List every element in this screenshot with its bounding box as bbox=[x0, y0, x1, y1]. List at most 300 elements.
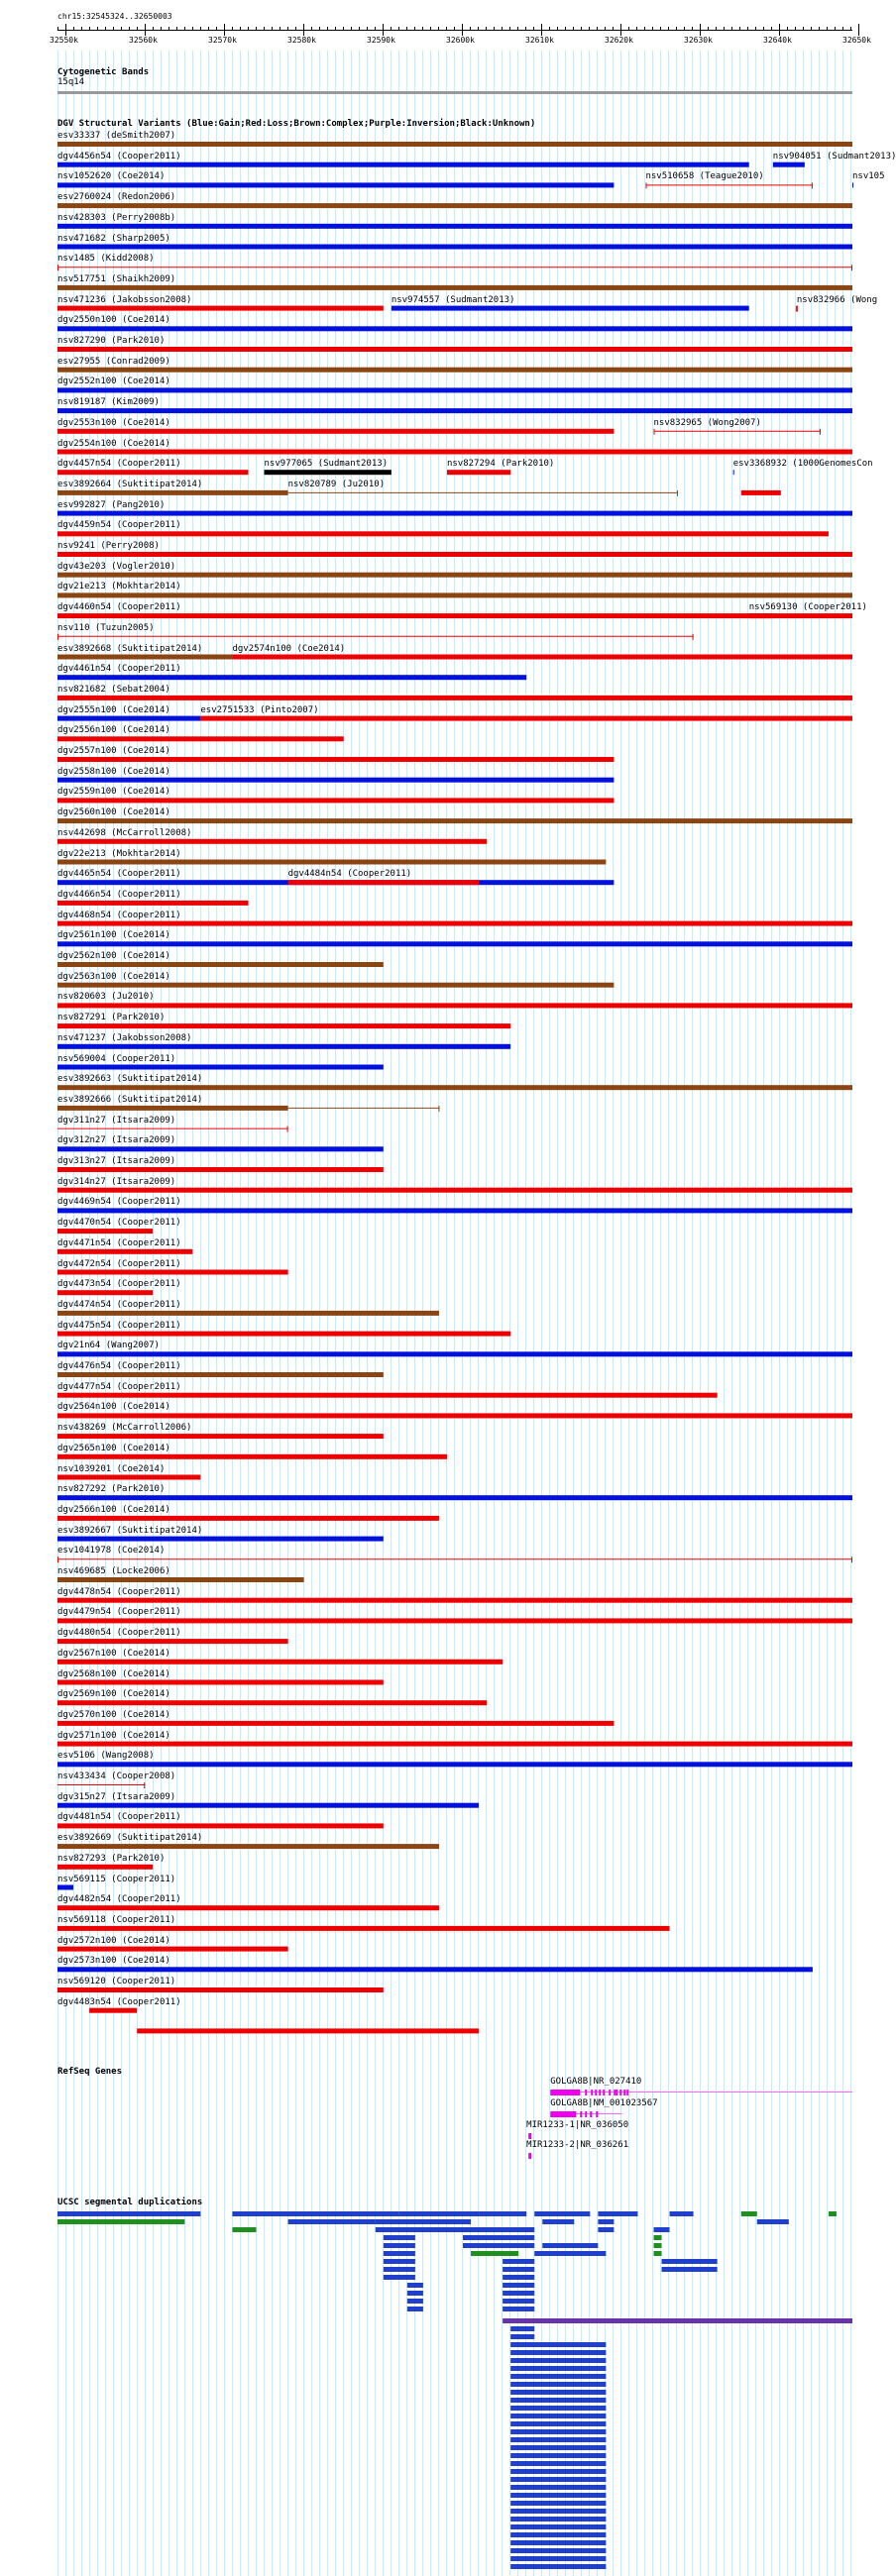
variant-bar-gain[interactable] bbox=[57, 941, 852, 946]
gene-exon[interactable] bbox=[580, 2111, 582, 2117]
variant-bar-loss[interactable] bbox=[57, 1926, 670, 1931]
variant-label: dgv2574n100 (Coe2014) bbox=[232, 643, 346, 654]
variant-label: nsv569118 (Cooper2011) bbox=[57, 1914, 176, 1925]
segdup-block[interactable] bbox=[463, 2227, 534, 2232]
variant-bar-loss[interactable] bbox=[57, 1413, 852, 1418]
variant-label: nsv827291 (Park2010) bbox=[57, 1013, 166, 1023]
variant-label: nsv819187 (Kim2009) bbox=[57, 397, 160, 408]
segdup-block[interactable] bbox=[510, 2540, 606, 2545]
variant-bar-loss[interactable] bbox=[57, 531, 829, 536]
segdup-block[interactable] bbox=[510, 2421, 606, 2426]
variant-bar-gain[interactable] bbox=[57, 778, 614, 783]
variant-bar-complex[interactable] bbox=[57, 285, 852, 290]
segdup-block[interactable] bbox=[384, 2235, 415, 2240]
segdup-block[interactable] bbox=[57, 2219, 184, 2224]
variant-label: nsv433434 (Cooper2008) bbox=[57, 1771, 176, 1781]
segdup-block[interactable] bbox=[407, 2307, 423, 2311]
variant-label: esv992827 (Pang2010) bbox=[57, 499, 166, 510]
segdup-block[interactable] bbox=[384, 2251, 415, 2256]
segdup-track-title[interactable]: UCSC segmental duplications bbox=[57, 2198, 203, 2207]
variant-bar-complex[interactable] bbox=[57, 368, 852, 373]
gene-exon[interactable] bbox=[614, 2090, 616, 2095]
segdup-block[interactable] bbox=[57, 2211, 200, 2216]
variant-label: dgv4460n54 (Cooper2011) bbox=[57, 602, 181, 613]
segdup-block[interactable] bbox=[542, 2243, 598, 2248]
segdup-block[interactable] bbox=[510, 2437, 606, 2442]
variant-bar-gain[interactable] bbox=[733, 470, 734, 475]
variant-label: dgv2561n100 (Coe2014) bbox=[57, 930, 170, 941]
variant-label: dgv2553n100 (Coe2014) bbox=[57, 417, 170, 428]
variant-label: esv3368932 (1000GenomesCon bbox=[732, 459, 873, 470]
variant-bar-loss[interactable] bbox=[57, 1905, 439, 1910]
segdup-block[interactable] bbox=[510, 2406, 606, 2411]
variant-label: nsv1052620 (Coe2014) bbox=[57, 171, 166, 182]
variant-label: nsv110 (Tuzun2005) bbox=[57, 622, 155, 633]
segdup-block[interactable] bbox=[542, 2219, 574, 2224]
segdup-block[interactable] bbox=[463, 2235, 534, 2240]
variant-bar-complex[interactable] bbox=[57, 573, 852, 578]
variant-bar-loss[interactable] bbox=[57, 470, 248, 475]
variant-label: dgv2569n100 (Coe2014) bbox=[57, 1689, 170, 1700]
variant-label: esv2760024 (Redon2006) bbox=[57, 192, 176, 203]
segdup-block[interactable] bbox=[510, 2390, 606, 2395]
segdup-block[interactable] bbox=[510, 2509, 606, 2514]
variant-bar-loss[interactable] bbox=[57, 347, 852, 352]
ruler-tick-label: 32580k bbox=[287, 36, 316, 45]
variant-label: dgv21n64 (Wang2007) bbox=[57, 1341, 160, 1351]
variant-bar-unknown[interactable] bbox=[265, 470, 392, 475]
variant-label: dgv4482n54 (Cooper2011) bbox=[57, 1894, 181, 1905]
ruler-tick-label: 32650k bbox=[842, 36, 871, 45]
variant-bar-complex[interactable] bbox=[57, 818, 852, 823]
segdup-block[interactable] bbox=[510, 2548, 606, 2553]
variant-bar-loss[interactable] bbox=[57, 1721, 614, 1726]
variant-bar-loss[interactable] bbox=[57, 901, 248, 906]
segdup-block[interactable] bbox=[232, 2211, 398, 2216]
variant-bar-loss[interactable] bbox=[57, 613, 852, 618]
variant-label: dgv312n27 (Itsara2009) bbox=[57, 1135, 176, 1146]
variant-bar-loss[interactable] bbox=[57, 1332, 510, 1337]
cytoband-label: 15q14 bbox=[57, 77, 85, 87]
variant-bar-loss[interactable] bbox=[57, 1167, 384, 1172]
segdup-block[interactable] bbox=[598, 2211, 637, 2216]
segdup-block[interactable] bbox=[662, 2267, 718, 2272]
variant-bar-loss[interactable] bbox=[57, 1434, 384, 1439]
segdup-block[interactable] bbox=[503, 2275, 534, 2280]
variant-bar-gain[interactable] bbox=[57, 162, 749, 167]
gene-label: MIR1233-1|NR_036050 bbox=[526, 2120, 629, 2130]
variant-bar-complex[interactable] bbox=[57, 142, 852, 147]
variant-label: nsv1039201 (Coe2014) bbox=[57, 1463, 166, 1474]
variant-label: dgv2562n100 (Coe2014) bbox=[57, 951, 170, 961]
segdup-block[interactable] bbox=[510, 2469, 606, 2474]
variant-label: nsv471236 (Jakobsson2008) bbox=[57, 294, 192, 305]
variant-label: nsv569004 (Cooper2011) bbox=[57, 1053, 176, 1064]
segdup-block[interactable] bbox=[232, 2227, 256, 2232]
variant-bar-gain[interactable] bbox=[57, 182, 614, 187]
variant-bar-gain[interactable] bbox=[57, 716, 200, 721]
variant-label: nsv105 bbox=[852, 171, 885, 182]
segdup-block[interactable] bbox=[654, 2243, 662, 2248]
variant-bar-loss[interactable] bbox=[57, 696, 852, 700]
variant-label: dgv2571n100 (Coe2014) bbox=[57, 1730, 170, 1741]
variant-label: dgv4461n54 (Cooper2011) bbox=[57, 664, 181, 675]
segdup-block[interactable] bbox=[510, 2358, 606, 2363]
variant-label: nsv510658 (Teague2010) bbox=[645, 171, 764, 182]
variant-bar-gain[interactable] bbox=[57, 224, 852, 229]
segdup-block[interactable] bbox=[384, 2267, 415, 2272]
variant-bar-gain[interactable] bbox=[57, 1803, 479, 1808]
variant-bar-loss[interactable] bbox=[57, 736, 344, 741]
segdup-block[interactable] bbox=[510, 2334, 534, 2339]
variant-label: nsv442698 (McCarroll2008) bbox=[57, 827, 192, 838]
segdup-block[interactable] bbox=[510, 2398, 606, 2403]
segdup-block[interactable] bbox=[510, 2501, 606, 2506]
variant-bar-loss[interactable] bbox=[57, 1516, 439, 1521]
variant-label: esv3892667 (Suktitipat2014) bbox=[57, 1525, 203, 1536]
gene-exon[interactable] bbox=[585, 2090, 587, 2095]
segdup-block[interactable] bbox=[503, 2259, 534, 2264]
segdup-block[interactable] bbox=[510, 2532, 606, 2537]
variant-label: dgv4475n54 (Cooper2011) bbox=[57, 1320, 181, 1331]
variant-label: dgv311n27 (Itsara2009) bbox=[57, 1115, 176, 1126]
segdup-block[interactable] bbox=[510, 2414, 606, 2418]
variant-label: nsv827294 (Park2010) bbox=[446, 459, 555, 470]
segdup-block[interactable] bbox=[670, 2211, 694, 2216]
variant-label: esv33337 (deSmith2007) bbox=[57, 131, 176, 141]
variant-bar-loss[interactable] bbox=[57, 1742, 852, 1747]
variant-label: dgv315n27 (Itsara2009) bbox=[57, 1791, 176, 1802]
segdup-block[interactable] bbox=[510, 2382, 606, 2387]
ruler-tick-label: 32550k bbox=[50, 36, 78, 45]
variant-label: nsv471682 (Sharp2005) bbox=[57, 233, 170, 244]
variant-bar-loss[interactable] bbox=[89, 2008, 137, 2013]
gene-exon[interactable] bbox=[619, 2090, 621, 2095]
segdup-block[interactable] bbox=[503, 2299, 534, 2304]
gene-exon[interactable] bbox=[591, 2090, 593, 2095]
variant-label: dgv2563n100 (Coe2014) bbox=[57, 971, 170, 982]
variant-label: dgv4465n54 (Cooper2011) bbox=[57, 869, 181, 880]
variant-label: nsv569120 (Cooper2011) bbox=[57, 1977, 176, 1986]
segdup-block[interactable] bbox=[384, 2259, 415, 2264]
variant-bar-gain[interactable] bbox=[57, 1495, 852, 1500]
variant-bar-loss[interactable] bbox=[741, 490, 781, 495]
variant-label: dgv4477n54 (Cooper2011) bbox=[57, 1381, 181, 1392]
dgv-track-title[interactable]: DGV Structural Variants (Blue:Gain;Red:Loss;Brown:Complex;Purple:Inversion;Black:Unknown) bbox=[57, 119, 536, 129]
gene-exon[interactable] bbox=[616, 2090, 617, 2095]
variant-label: nsv820789 (Ju2010) bbox=[287, 479, 386, 489]
variant-bar-loss[interactable] bbox=[57, 429, 614, 434]
variant-bar-loss[interactable] bbox=[57, 1639, 288, 1644]
variant-bar-loss[interactable] bbox=[57, 1680, 384, 1685]
variant-bar-complex[interactable] bbox=[57, 1577, 304, 1582]
variant-label: dgv2552n100 (Coe2014) bbox=[57, 376, 170, 387]
variant-bar-loss[interactable] bbox=[57, 1987, 384, 1992]
ruler-tick-label: 32630k bbox=[684, 36, 713, 45]
variant-label: dgv4484n54 (Cooper2011) bbox=[287, 869, 412, 880]
ruler-tick-label: 32640k bbox=[763, 36, 792, 45]
gene-exon[interactable] bbox=[528, 2153, 531, 2159]
gene-label: GOLGA8B|NR_027410 bbox=[550, 2077, 642, 2087]
segdup-block[interactable] bbox=[407, 2299, 423, 2304]
variant-bar-complex[interactable] bbox=[57, 983, 614, 988]
variant-label: nsv820603 (Ju2010) bbox=[57, 992, 155, 1003]
variant-bar-loss[interactable] bbox=[137, 2028, 479, 2033]
gene-exon[interactable] bbox=[550, 2090, 580, 2095]
variant-label: esv3892669 (Suktitipat2014) bbox=[57, 1833, 203, 1844]
variant-bar-complex[interactable] bbox=[57, 655, 232, 660]
gene-exon[interactable] bbox=[596, 2111, 598, 2117]
variant-label: dgv4468n54 (Cooper2011) bbox=[57, 910, 181, 920]
variant-label: dgv4470n54 (Cooper2011) bbox=[57, 1218, 181, 1229]
variant-bar-loss[interactable] bbox=[57, 1270, 288, 1275]
variant-label: esv3892663 (Suktitipat2014) bbox=[57, 1074, 203, 1085]
segdup-block[interactable] bbox=[741, 2211, 757, 2216]
variant-bar-complex[interactable] bbox=[57, 1085, 852, 1090]
variant-bar-loss[interactable] bbox=[57, 1700, 487, 1705]
variant-bar-gain[interactable] bbox=[57, 1065, 384, 1070]
variant-bar-complex[interactable] bbox=[57, 203, 852, 208]
gene-exon[interactable] bbox=[528, 2133, 531, 2139]
variant-bar-loss[interactable] bbox=[57, 306, 384, 311]
gene-exon[interactable] bbox=[626, 2090, 628, 2095]
variant-label: dgv22e213 (Mokhtar2014) bbox=[57, 848, 181, 859]
variant-label: esv27955 (Conrad2009) bbox=[57, 356, 170, 367]
ruler-tick-label: 32610k bbox=[525, 36, 554, 45]
variant-bar-gain[interactable] bbox=[57, 1537, 384, 1542]
segdup-block[interactable] bbox=[510, 2374, 606, 2379]
cytoband-title: Cytogenetic Bands bbox=[57, 67, 150, 77]
segdup-block[interactable] bbox=[510, 2477, 606, 2482]
variant-bar-gain[interactable] bbox=[57, 1967, 813, 1972]
variant-label: nsv832965 (Wong2007) bbox=[653, 417, 761, 428]
segdup-block[interactable] bbox=[463, 2243, 534, 2248]
variant-label: nsv469685 (Locke2006) bbox=[57, 1566, 170, 1576]
variant-label: nsv569115 (Cooper2011) bbox=[57, 1874, 176, 1884]
variant-label: nsv832966 (Wong bbox=[796, 294, 878, 305]
variant-label: dgv4476n54 (Cooper2011) bbox=[57, 1361, 181, 1371]
variant-bar-gain[interactable] bbox=[57, 1146, 384, 1151]
ruler-tick-label: 32570k bbox=[208, 36, 237, 45]
variant-label: dgv4478n54 (Cooper2011) bbox=[57, 1586, 181, 1597]
segdup-block[interactable] bbox=[534, 2211, 590, 2216]
variant-bar-gain[interactable] bbox=[57, 1885, 73, 1890]
variant-bar-gain[interactable] bbox=[57, 326, 852, 331]
segdup-block[interactable] bbox=[503, 2307, 534, 2311]
variant-label: dgv2567n100 (Coe2014) bbox=[57, 1648, 170, 1659]
segdup-block[interactable] bbox=[503, 2291, 534, 2296]
variant-label: nsv827293 (Park2010) bbox=[57, 1853, 166, 1864]
segdup-block[interactable] bbox=[598, 2227, 614, 2232]
segdup-block[interactable] bbox=[407, 2283, 423, 2288]
segdup-block[interactable] bbox=[288, 2219, 376, 2224]
variant-bar-gain[interactable] bbox=[57, 1762, 852, 1767]
variant-bar-loss[interactable] bbox=[57, 1475, 200, 1480]
variant-bar-loss[interactable] bbox=[749, 613, 773, 618]
ruler-tick-label: 32590k bbox=[367, 36, 395, 45]
variant-bar-loss[interactable] bbox=[200, 716, 852, 721]
segdup-block[interactable] bbox=[399, 2211, 479, 2216]
segdup-block[interactable] bbox=[662, 2259, 718, 2264]
variant-bar-loss[interactable] bbox=[57, 1598, 852, 1603]
variant-label: dgv2550n100 (Coe2014) bbox=[57, 315, 170, 326]
variant-bar-gain[interactable] bbox=[57, 1351, 852, 1356]
gene-exon[interactable] bbox=[550, 2111, 576, 2117]
variant-label: esv3892664 (Suktitipat2014) bbox=[57, 479, 203, 489]
variant-bar-complex[interactable] bbox=[57, 1106, 288, 1111]
segdup-block[interactable] bbox=[510, 2485, 606, 2490]
variant-bar-loss[interactable] bbox=[57, 1393, 718, 1398]
variant-bar-gain[interactable] bbox=[57, 408, 852, 413]
segdup-block[interactable] bbox=[510, 2453, 606, 2458]
position-label: chr15:32545324..32650003 bbox=[57, 12, 172, 21]
variant-bar-complex[interactable] bbox=[57, 1311, 439, 1316]
segdup-block[interactable] bbox=[471, 2251, 518, 2256]
variant-bar-loss[interactable] bbox=[57, 839, 487, 844]
segdup-block[interactable] bbox=[503, 2283, 534, 2288]
variant-label: dgv4471n54 (Cooper2011) bbox=[57, 1237, 181, 1248]
variant-bar-loss[interactable] bbox=[57, 1249, 192, 1254]
cytoband-bar[interactable] bbox=[57, 91, 852, 94]
variant-label: esv1041978 (Coe2014) bbox=[57, 1546, 166, 1556]
variant-bar-complex[interactable] bbox=[57, 860, 606, 865]
ruler-tick-label: 32620k bbox=[605, 36, 633, 45]
segdup-block[interactable] bbox=[384, 2275, 415, 2280]
variant-bar-loss[interactable] bbox=[57, 757, 614, 762]
variant-label: dgv4456n54 (Cooper2011) bbox=[57, 151, 181, 161]
variant-bar-loss[interactable] bbox=[57, 1454, 447, 1459]
variant-bar-loss[interactable] bbox=[57, 1229, 153, 1234]
variant-label: dgv4481n54 (Cooper2011) bbox=[57, 1812, 181, 1823]
variant-bar-gain[interactable] bbox=[392, 306, 749, 311]
segdup-block[interactable] bbox=[384, 2243, 415, 2248]
variant-bar-gain[interactable] bbox=[57, 511, 852, 516]
gene-exon[interactable] bbox=[585, 2111, 587, 2117]
variant-label: nsv569130 (Cooper2011) bbox=[748, 602, 867, 613]
variant-bar-loss[interactable] bbox=[288, 880, 479, 885]
variant-bar-loss[interactable] bbox=[57, 450, 852, 455]
segdup-block[interactable] bbox=[510, 2524, 606, 2529]
variant-label: dgv2556n100 (Coe2014) bbox=[57, 725, 170, 736]
segdup-block[interactable] bbox=[503, 2267, 534, 2272]
segdup-block[interactable] bbox=[510, 2366, 606, 2371]
variant-label: nsv827290 (Park2010) bbox=[57, 336, 166, 346]
variant-bar-complex[interactable] bbox=[57, 592, 852, 597]
segdup-block[interactable] bbox=[503, 2318, 852, 2323]
variant-label: dgv4472n54 (Cooper2011) bbox=[57, 1258, 181, 1269]
variant-label: dgv21e213 (Mokhtar2014) bbox=[57, 582, 181, 592]
variant-bar-complex[interactable] bbox=[57, 490, 288, 495]
segdup-block[interactable] bbox=[510, 2429, 606, 2434]
variant-bar-complex[interactable] bbox=[57, 1844, 439, 1849]
variant-bar-gain[interactable] bbox=[852, 182, 853, 187]
variant-bar-loss[interactable] bbox=[57, 798, 614, 803]
gene-exon[interactable] bbox=[603, 2090, 605, 2095]
segdup-block[interactable] bbox=[654, 2227, 670, 2232]
gene-exon[interactable] bbox=[609, 2090, 611, 2095]
variant-label: dgv2559n100 (Coe2014) bbox=[57, 787, 170, 798]
variant-bar-loss[interactable] bbox=[57, 1003, 852, 1008]
variant-bar-loss[interactable] bbox=[57, 1023, 510, 1028]
segdup-block[interactable] bbox=[376, 2227, 471, 2232]
variant-label: dgv2566n100 (Coe2014) bbox=[57, 1504, 170, 1515]
variant-label: nsv471237 (Jakobsson2008) bbox=[57, 1032, 192, 1043]
segdup-block[interactable] bbox=[510, 2517, 606, 2522]
gene-exon[interactable] bbox=[623, 2090, 625, 2095]
variant-label: esv3892666 (Suktitipat2014) bbox=[57, 1094, 203, 1105]
segdup-block[interactable] bbox=[510, 2342, 606, 2347]
variant-label: dgv2555n100 (Coe2014) bbox=[57, 704, 170, 715]
variant-label: dgv314n27 (Itsara2009) bbox=[57, 1176, 176, 1187]
refseq-track-title[interactable]: RefSeq Genes bbox=[57, 2067, 123, 2077]
segdup-block[interactable] bbox=[510, 2326, 534, 2331]
variant-bar-loss[interactable] bbox=[57, 552, 852, 557]
variant-bar-gain[interactable] bbox=[773, 162, 805, 167]
variant-bar-gain[interactable] bbox=[57, 245, 852, 250]
segdup-block[interactable] bbox=[510, 2493, 606, 2498]
variant-label: dgv4473n54 (Cooper2011) bbox=[57, 1279, 181, 1290]
gene-exon[interactable] bbox=[590, 2111, 592, 2117]
variant-bar-loss[interactable] bbox=[57, 1947, 288, 1952]
segdup-block[interactable] bbox=[510, 2564, 606, 2569]
variant-bar-gain[interactable] bbox=[57, 387, 852, 392]
variant-bar-complex[interactable] bbox=[57, 962, 384, 967]
segdup-block[interactable] bbox=[829, 2211, 837, 2216]
variant-label: nsv821682 (Sebat2004) bbox=[57, 684, 170, 695]
variant-bar-gain[interactable] bbox=[57, 675, 526, 680]
variant-bar-gain[interactable] bbox=[57, 1044, 510, 1049]
variant-label: dgv4457n54 (Cooper2011) bbox=[57, 459, 181, 470]
variant-label: dgv4474n54 (Cooper2011) bbox=[57, 1299, 181, 1310]
variant-label: esv3892668 (Suktitipat2014) bbox=[57, 643, 203, 654]
variant-bar-loss[interactable] bbox=[57, 1290, 153, 1295]
segdup-block[interactable] bbox=[510, 2461, 606, 2466]
variant-label: dgv2573n100 (Coe2014) bbox=[57, 1956, 170, 1967]
gene-label: GOLGA8B|NM_001023567 bbox=[550, 2098, 658, 2108]
segdup-block[interactable] bbox=[534, 2251, 606, 2256]
variant-bar-complex[interactable] bbox=[57, 1372, 384, 1377]
variant-label: dgv2565n100 (Coe2014) bbox=[57, 1443, 170, 1453]
variant-label: dgv2560n100 (Coe2014) bbox=[57, 807, 170, 818]
variant-label: nsv1485 (Kidd2008) bbox=[57, 254, 155, 265]
variant-bar-loss[interactable] bbox=[57, 921, 852, 926]
variant-bar-loss[interactable] bbox=[57, 1618, 852, 1623]
variant-label: dgv4459n54 (Cooper2011) bbox=[57, 520, 181, 531]
variant-bar-loss[interactable] bbox=[57, 1188, 852, 1193]
variant-bar-loss[interactable] bbox=[57, 1865, 153, 1870]
segdup-block[interactable] bbox=[598, 2219, 614, 2224]
segdup-block[interactable] bbox=[510, 2556, 606, 2561]
segdup-block[interactable] bbox=[510, 2445, 606, 2450]
segdup-block[interactable] bbox=[510, 2350, 606, 2355]
variant-label: dgv43e203 (Vogler2010) bbox=[57, 561, 176, 572]
variant-label: nsv438269 (McCarroll2006) bbox=[57, 1423, 192, 1434]
variant-bar-loss[interactable] bbox=[57, 1660, 503, 1664]
segdup-block[interactable] bbox=[654, 2251, 662, 2256]
gene-exon[interactable] bbox=[599, 2090, 601, 2095]
variant-bar-loss[interactable] bbox=[57, 1823, 384, 1828]
variant-label: dgv2554n100 (Coe2014) bbox=[57, 438, 170, 449]
segdup-block[interactable] bbox=[479, 2211, 526, 2216]
variant-bar-gain[interactable] bbox=[57, 1208, 852, 1213]
gene-exon[interactable] bbox=[595, 2090, 597, 2095]
segdup-block[interactable] bbox=[376, 2219, 471, 2224]
variant-bar-loss[interactable] bbox=[447, 470, 510, 475]
segdup-block[interactable] bbox=[654, 2235, 662, 2240]
segdup-block[interactable] bbox=[407, 2291, 423, 2296]
segdup-block[interactable] bbox=[757, 2219, 789, 2224]
variant-bar-loss[interactable] bbox=[232, 655, 852, 660]
